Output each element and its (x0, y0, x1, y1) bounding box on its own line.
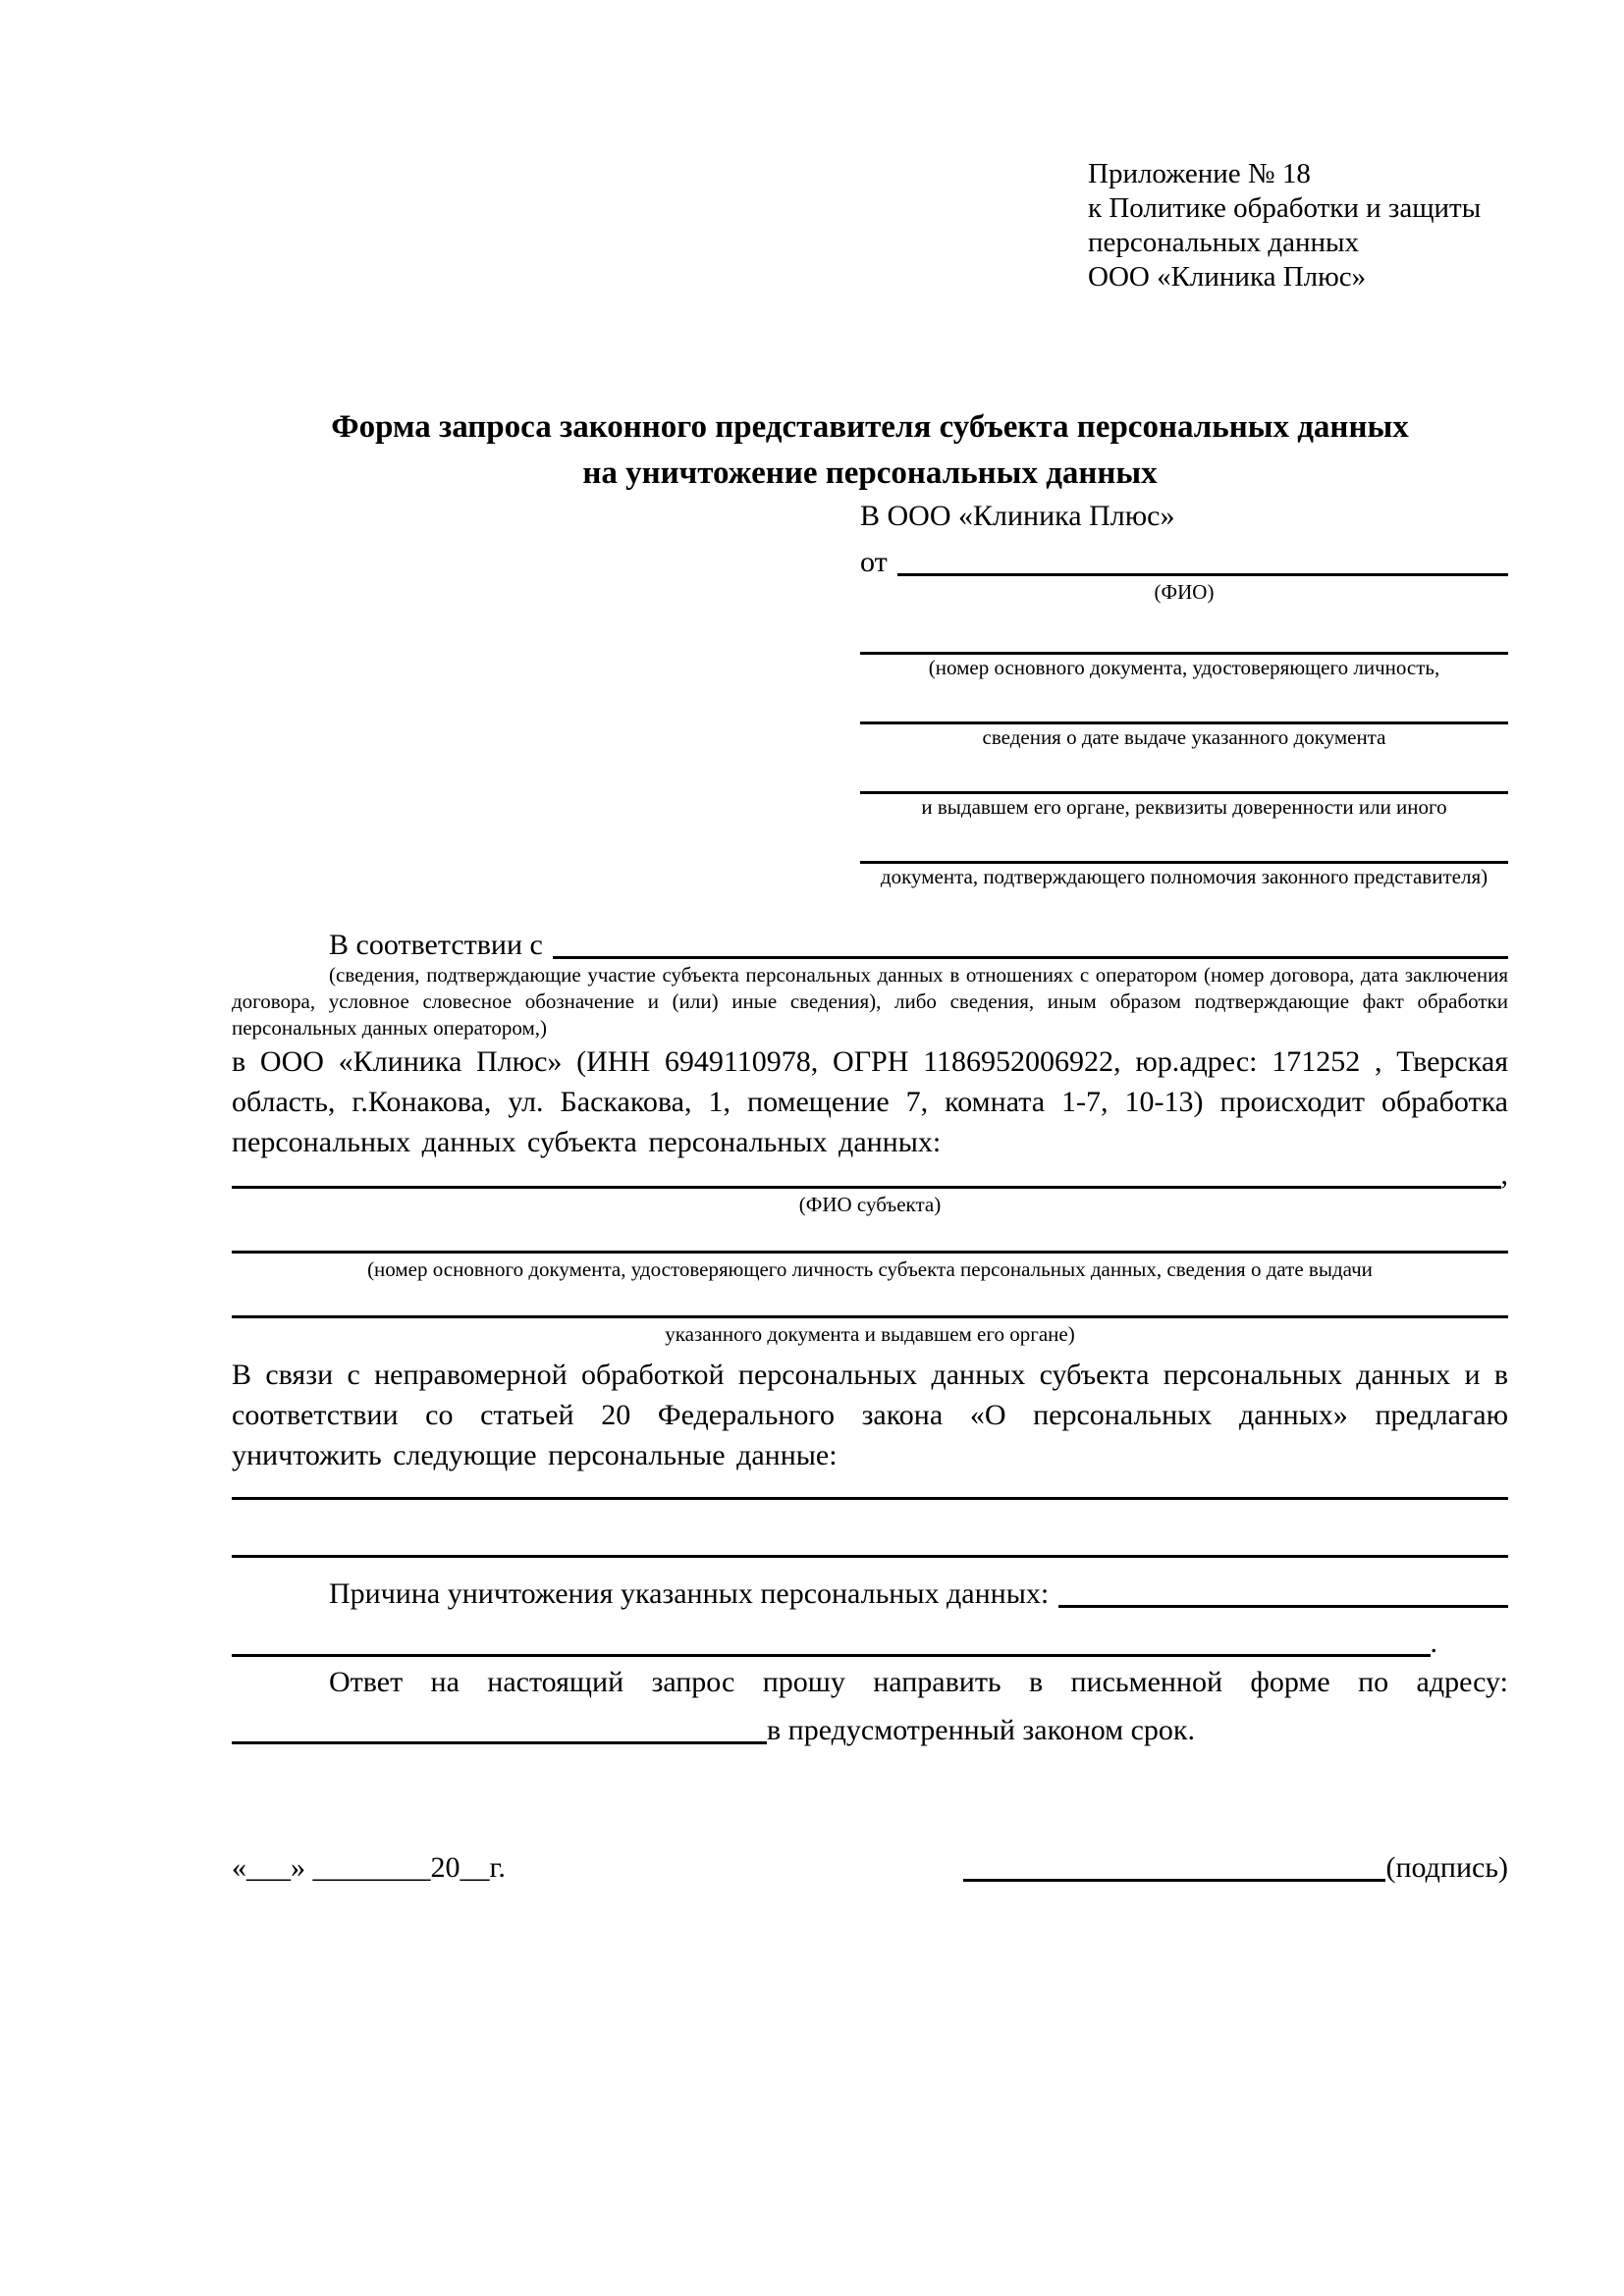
reason-blank-line (1058, 1605, 1508, 1608)
signature-line (963, 1879, 1385, 1882)
representative-doc-blank-line (860, 680, 1508, 724)
subject-fio-blank-line (232, 1186, 1501, 1189)
document-title-line1: Форма запроса законного представителя субъекта персональных данных (331, 409, 1409, 445)
accordance-fineprint: (сведения, подтверждающие участие субъекта персональных данных в отношениях с оператором (номер договора, дата заключения договора, условное словесное обозначение и (или) иные сведения), либо сведения, иным образом подтверждающие факт обработки персональных данных оператором,) (232, 963, 1508, 1040)
representative-doc-caption: документа, подтверждающего полномочия законного представителя) (880, 865, 1489, 888)
reason-continuation-row (232, 1611, 1508, 1660)
reason-row (232, 1558, 1508, 1611)
subject-fio-comma: , (1500, 1158, 1508, 1191)
addressee-line: В ООО «Клиника Плюс» (860, 500, 1175, 532)
subject-fio-row (232, 1158, 1508, 1192)
signature-caption: (подпись) (1385, 1851, 1508, 1884)
reason-label: Причина уничтожения указанных персональных данных: (329, 1577, 1050, 1610)
subject-doc-blank-line (232, 1251, 1508, 1254)
reason-blank-line (232, 1654, 1431, 1657)
operator-paragraph: в ООО «Клиника Плюс» (ИНН 6949110978, ОГРН 1186952006922, юр.адрес: 171252 , Тверская область, г.Конакова, ул. Баскакова, 1, помещение 7, комната 1-7, 10-13) происходит обработка персональных данных субъекта персональных данных: (232, 1045, 1508, 1158)
annex-header-line: Приложение № 18 (1088, 158, 1311, 189)
representative-doc-caption: и выдавшем его органе, реквизиты доверенности или иного (921, 795, 1447, 819)
subject-doc-row (232, 1282, 1508, 1321)
annex-header (1088, 157, 1508, 294)
demand-paragraph: В связи с неправомерной обработкой персональных данных субъекта персональных данных и в соответствии со статьей 20 Федерального закона «О персональных данных» предлагаю уничтожить следующие персональные данные: (232, 1359, 1508, 1471)
annex-header-line: персональных данных (1088, 227, 1360, 258)
subject-doc-blank-line (232, 1315, 1508, 1318)
subject-doc-caption: (номер основного документа, удостоверяющего личность субъекта персональных данных, сведения о дате выдачи (367, 1257, 1373, 1281)
representative-doc-blank-line (860, 820, 1508, 864)
reply-address-blank-line (232, 1741, 767, 1744)
from-row (860, 536, 1508, 579)
subject-fio-caption: (ФИО субъекта) (798, 1193, 942, 1216)
document-title (232, 404, 1508, 497)
data-blank-line (232, 1475, 1508, 1500)
accordance-blank-line (553, 956, 1508, 959)
subject-doc-caption: указанного документа и выдавшем его органе) (665, 1322, 1075, 1346)
reply-tail: в предусмотренный законом срок. (767, 1714, 1195, 1746)
reason-period: . (1430, 1627, 1437, 1659)
date-field: «___» ________20__г. (232, 1851, 506, 1884)
reply-paragraph: Ответ на настоящий запрос прошу направить в письменной форме по адресу: (329, 1666, 1508, 1698)
reply-address-row (232, 1702, 1508, 1747)
signature-block (963, 1851, 1508, 1885)
from-label: от (860, 546, 888, 578)
representative-doc-caption: (номер основного документа, удостоверяющего личность, (928, 656, 1440, 679)
document-title-line2: на уничтожение персональных данных (582, 455, 1158, 491)
fio-caption: (ФИО) (1154, 580, 1215, 604)
representative-doc-blank-line (860, 605, 1508, 655)
accordance-row (232, 917, 1508, 962)
applicant-block (860, 497, 1508, 889)
representative-doc-blank-line (860, 750, 1508, 794)
footer-row (232, 1838, 1508, 1885)
data-blank-line (232, 1500, 1508, 1558)
accordance-label: В соответствии с (329, 929, 543, 961)
representative-doc-caption: сведения о дате выдаче указанного документа (982, 725, 1386, 749)
fio-blank-line (897, 573, 1508, 576)
subject-doc-row (232, 1217, 1508, 1256)
annex-header-line: ООО «Клиника Плюс» (1088, 261, 1367, 293)
annex-header-line: к Политике обработки и защиты (1088, 192, 1482, 224)
